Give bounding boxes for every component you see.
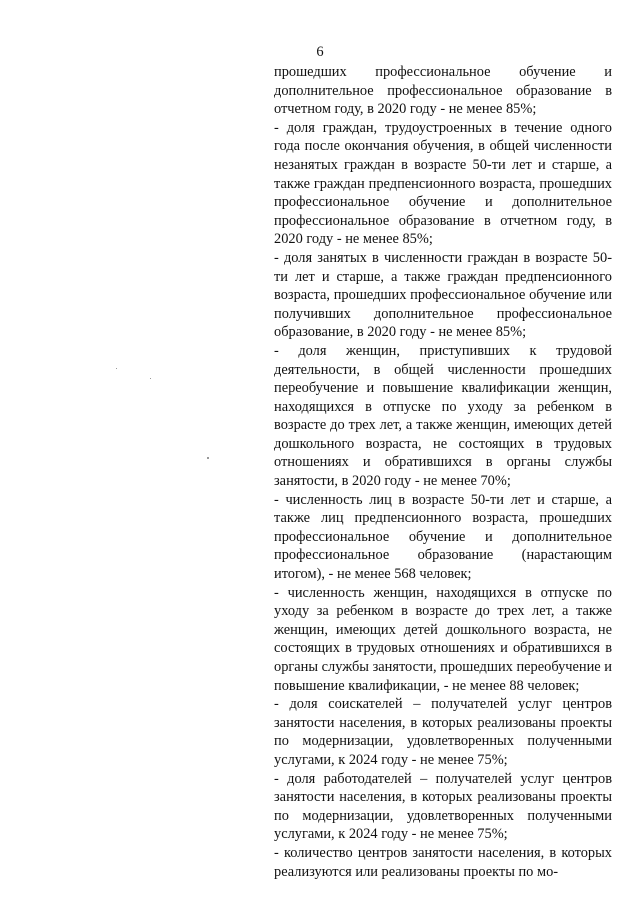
paragraph-jobseekers-satisfaction: - доля соискателей – получателей услуг центров занятости населения, в которых реализованы проекты по модернизации, удовлетворенных полученными услугами, к 2024 году - не менее 75%; [274,696,612,768]
paragraph-employers-satisfaction: - доля работодателей – получателей услуг центров занятости населения, в которых реализованы проекты по модернизации, удовлетворенных полученными услугами, к 2024 году - не менее 75%; [274,770,612,843]
paragraph-continuation: прошедших профессиональное обучение и дополнительное профессиональное образование в отчетном году, в 2020 году - не менее 85%; [274,64,612,118]
paragraph-trained-50-plus-count: - численность лиц в возрасте 50-ти лет и старше, а также лиц предпенсионного возраста, прошедших профессиональное обучение и дополнительное профессиональное образование (нарастающим итогом), - не менее 568 человек; [274,491,612,583]
paragraph-employment-centers-count: - количество центров занятости населения, в которых реализуются или реализованы проекты по мо- [274,844,612,880]
scan-speck [207,457,209,459]
paragraph-women-retrained-count: - численность женщин, находящихся в отпуске по уходу за ребенком в возрасте до трех лет, а также женщин, имеющих детей дошкольного возраста, не состоящих в трудовых отношениях и обратившихся в органы службы занятости, прошедших переобучение и повышение квалификации, - не менее 88 человек; [274,584,612,694]
paragraph-employed-share: - доля занятых в численности граждан в возрасте 50-ти лет и старше, а также граждан предпенсионного возраста, прошедших профессиональное обучение или получивших дополнительное профессиональное образование, в 2020 году - не менее 85%; [274,249,612,341]
page-number: 6 [316,44,324,60]
scan-speck [150,378,151,379]
paragraph-women-return-to-work: - доля женщин, приступивших к трудовой деятельности, в общей численности прошедших переобучение и повышение квалификации женщин, находящихся в отпуске по уходу за ребенком в возрасте до трех лет, а также женщин, имеющих детей дошкольного возраста, не состоящих в трудовых отношениях и обратившихся в органы службы занятости, в 2020 году - не менее 70%; [274,342,612,490]
scan-speck [116,368,117,369]
document-body [274,63,612,881]
paragraph-employment-after-training: - доля граждан, трудоустроенных в течение одного года после окончания обучения, в общей численности незанятых граждан в возрасте 50-ти лет и старше, а также граждан предпенсионного возраста, прошедших профессиональное обучение и дополнительное профессиональное образование в отчетном году, в 2020 году - не менее 85%; [274,119,612,248]
